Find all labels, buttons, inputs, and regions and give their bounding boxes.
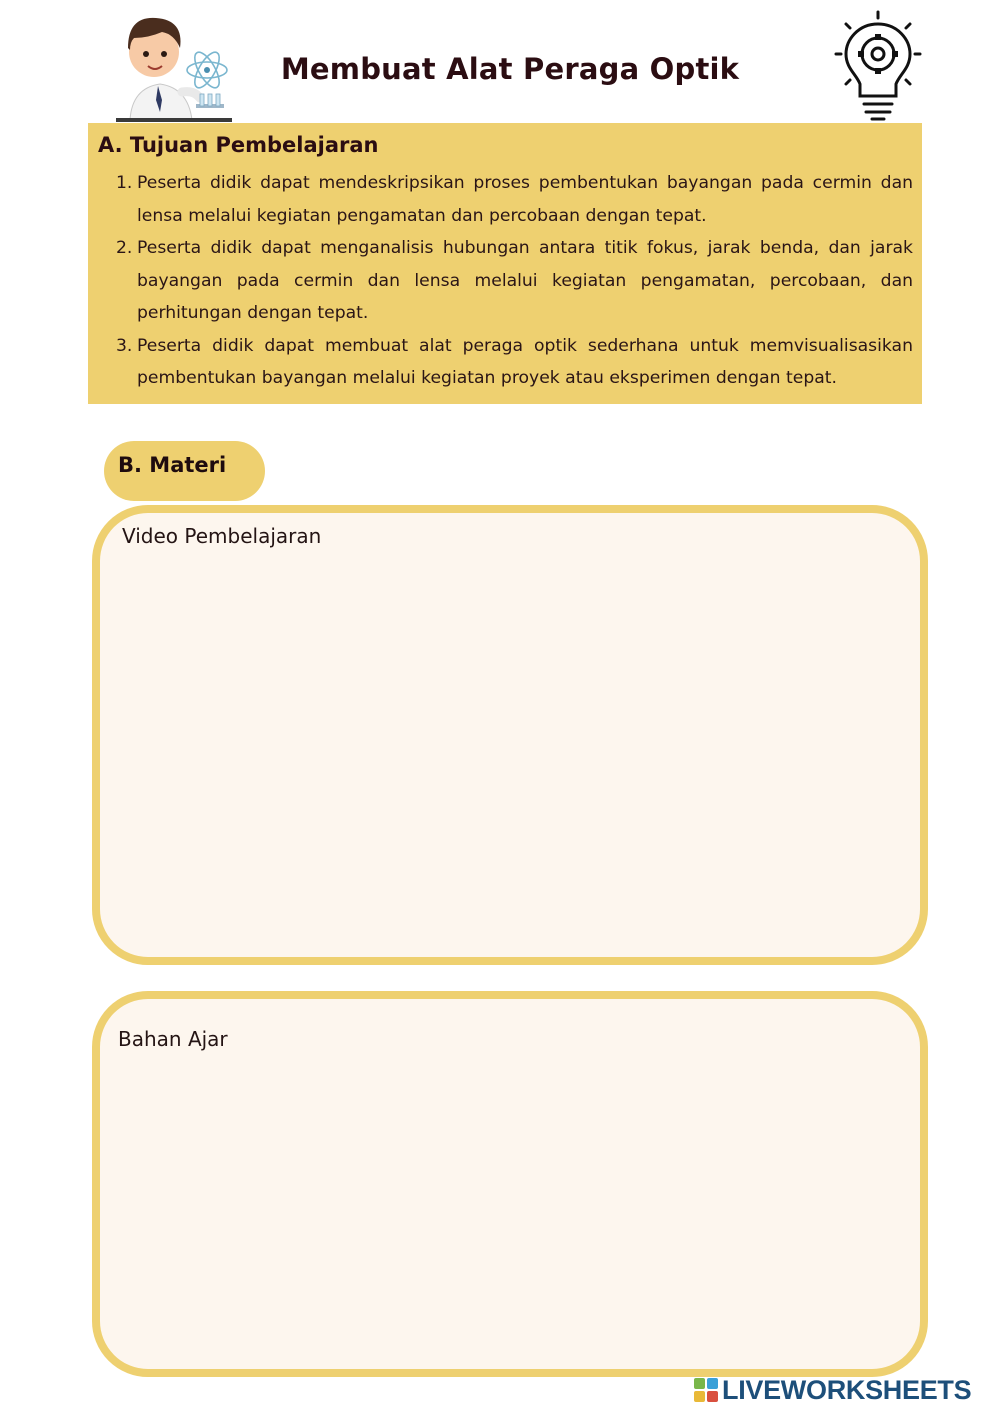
liveworksheets-brand: LIVEWORKSHEETS	[722, 1374, 972, 1405]
lightbulb-gear-icon	[832, 10, 924, 126]
video-panel-label: Video Pembelajaran	[122, 524, 322, 548]
objective-number: 3.	[116, 335, 133, 356]
section-a-title: A. Tujuan Pembelajaran	[98, 133, 379, 157]
objective-item	[116, 232, 913, 330]
section-b-tab	[104, 441, 265, 501]
objective-number: 2.	[116, 238, 133, 258]
objective-text: Peserta didik dapat menganalisis hubungan antara titik fokus, jarak benda, dan jarak bayangan pada cermin dan lensa melalui kegiatan pengamatan, percobaan, dan perhitungan dengan tepat.	[137, 238, 913, 323]
section-b-title: B. Materi	[118, 453, 227, 477]
objectives-list	[116, 167, 913, 395]
scientist-student-icon	[112, 8, 237, 126]
page-title: Membuat Alat Peraga Optik	[280, 52, 740, 86]
objective-text: Peserta didik dapat membuat alat peraga optik sederhana untuk memvisualisasikan pembentukan bayangan melalui kegiatan proyek atau eksperimen dengan tepat.	[137, 335, 913, 388]
objective-item	[116, 330, 913, 395]
objective-number: 1.	[116, 173, 133, 193]
learning-objectives-box	[88, 123, 922, 404]
objective-item	[116, 167, 913, 232]
liveworksheets-logo[interactable]	[693, 1375, 971, 1405]
objective-text: Peserta didik dapat mendeskripsikan proses pembentukan bayangan pada cermin dan lensa melalui kegiatan pengamatan dan percobaan dengan tepat.	[137, 173, 913, 226]
video-panel[interactable]	[92, 505, 928, 965]
bahan-ajar-panel[interactable]	[92, 991, 928, 1377]
bahan-ajar-label: Bahan Ajar	[118, 1027, 228, 1051]
liveworksheets-logo-icon	[693, 1377, 719, 1403]
